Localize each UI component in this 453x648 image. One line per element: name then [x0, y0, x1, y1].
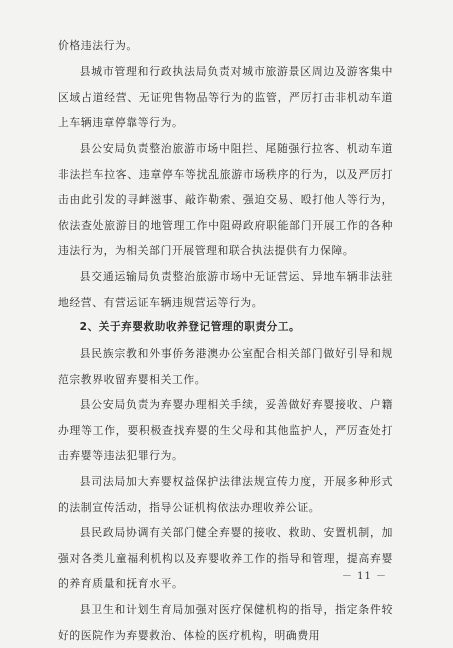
section-heading-abandoned-infants: 2、关于弃婴救助收养登记管理的职责分工。: [79, 321, 301, 333]
paragraph-urban-management: 县城市管理和行政执法局负责对城市旅游景区周边及游客集中区域占道经营、无证兜售物品等行为的监管，严厉打击非机动车道上车辆违章停靠等行为。: [58, 65, 393, 129]
paragraph-health: 县卫生和计划生育局加强对医疗保健机构的指导，指定条件较好的医院作为弃婴救治、体检的医疗机构，明确费用: [58, 603, 393, 642]
paragraph-police-infants: 县公安局负责为弃婴办理相关手续，妥善做好弃婴接收、户籍办理等工作，要积极查找弃婴的生父母和其他监护人，严厉查处打击弃婴等违法犯罪行为。: [58, 398, 393, 462]
paragraph-justice: 县司法局加大弃婴权益保护法律法规宣传力度，开展多种形式的法制宣传活动，指导公证机构依法办理收养公证。: [58, 475, 393, 514]
paragraph-ethnic-religious: 县民族宗教和外事侨务港澳办公室配合相关部门做好引导和规范宗教界收留弃婴相关工作。: [58, 347, 393, 386]
paragraph-civil-affairs: 县民政局协调有关部门健全弃婴的接收、救助、安置机制，加强对各类儿童福利机构以及弃婴收养工作的指导和管理，提高弃婴的养育质量和抚育水平。: [58, 526, 393, 590]
page-number: － 11 －: [341, 571, 387, 582]
paragraph-transport: 县交通运输局负责整治旅游市场中无证营运、异地车辆非法驻地经营、有营运证车辆违规营运等行为。: [58, 270, 393, 309]
paragraph-price-violation: 价格违法行为。: [58, 39, 138, 52]
paragraph-public-security: 县公安局负责整治旅游市场中阻拦、尾随强行拉客、机动车道非法拦车拉客、违章停车等扰乱旅游市场秩序的行为，以及严厉打击由此引发的寻衅滋事、敲诈勒索、强迫交易、殴打他人等行为，依法查处旅游目的地管理工作中阻碍政府职能部门开展工作的各种违法行为，为相关部门开展管理和联合执法提供有力保障。: [58, 142, 393, 257]
